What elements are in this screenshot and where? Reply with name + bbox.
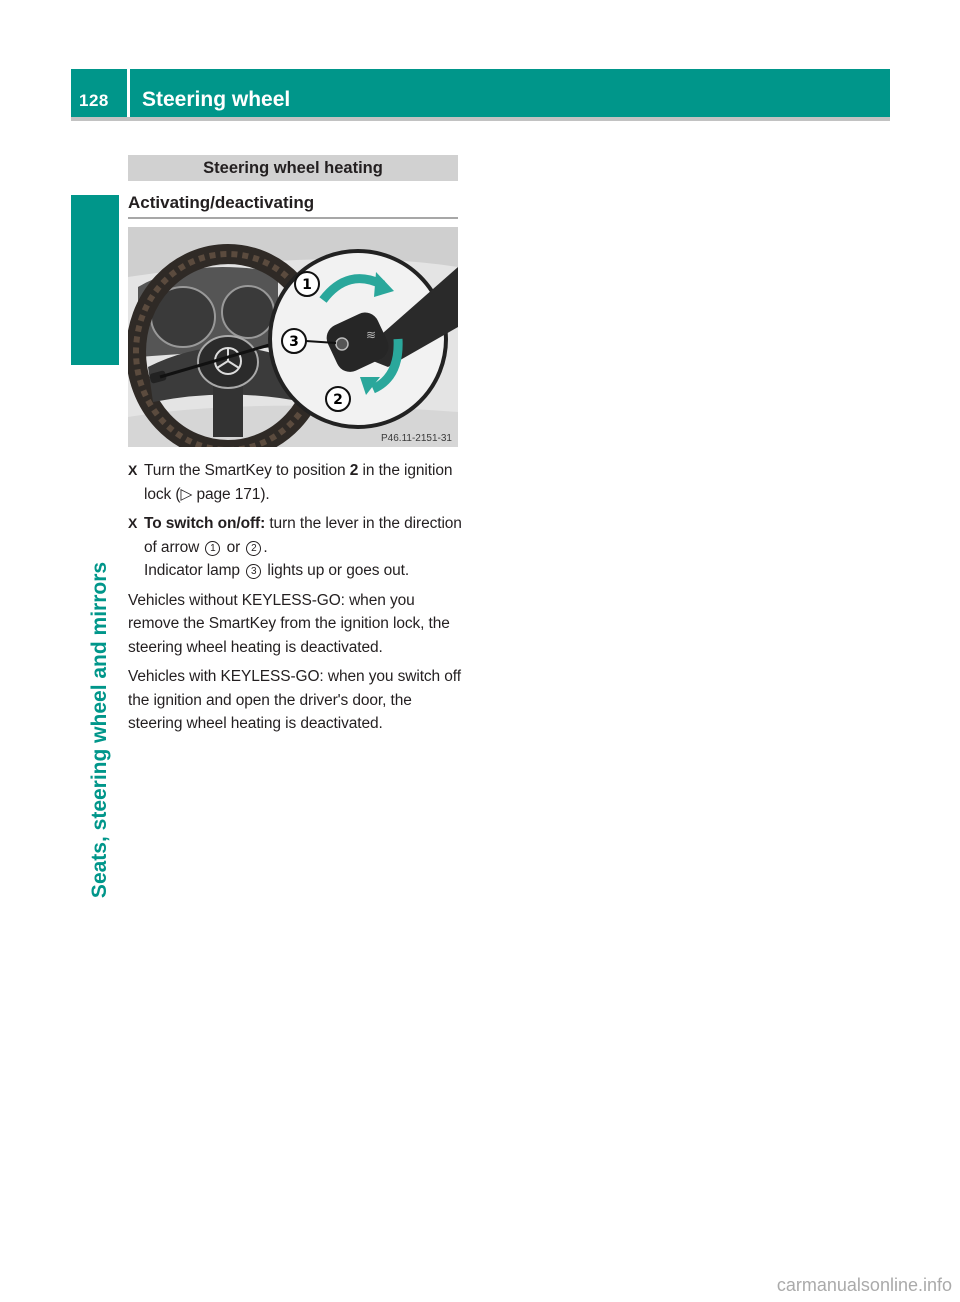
- instructions-text: [128, 459, 462, 742]
- step-1: X Turn the SmartKey to position 2 in the ignition lock (▷ page 171).: [128, 459, 462, 506]
- figure-code: P46.11-2151-31: [381, 433, 452, 444]
- paragraph-keyless-go-without: Vehicles without KEYLESS-GO: when you remove the SmartKey from the ignition lock, the steering wheel heating is deactivated.: [128, 591, 450, 656]
- callout-2-label: 2: [333, 392, 343, 408]
- sub-heading: Activating/deactivating: [128, 193, 458, 219]
- callout-1-label: 1: [302, 277, 312, 293]
- step-bullet-icon: X: [128, 462, 138, 478]
- page-header: [71, 69, 890, 121]
- page-reference-link[interactable]: page 171).: [192, 485, 270, 503]
- callout-3-label: 3: [289, 334, 299, 350]
- callout-2-ref: 2: [246, 541, 261, 556]
- side-tab-marker: [71, 195, 119, 365]
- paragraph-keyless-go-with: Vehicles with KEYLESS-GO: when you switch off the ignition and open the driver's door, the steering wheel heating is deactivated.: [128, 668, 461, 732]
- section-heading: Steering wheel heating: [128, 155, 458, 181]
- side-tab-label: Seats, steering wheel and mirrors: [88, 561, 111, 899]
- svg-text:≋: ≋: [366, 328, 377, 342]
- header-title: Steering wheel: [142, 88, 291, 111]
- step-2: X To switch on/off: turn the lever in the direction of arrow 1 or 2 . Indicator lamp 3 lights up or goes out.: [128, 512, 462, 583]
- page-ref-arrow-icon: ▷: [180, 485, 193, 503]
- callout-3-ref: 3: [246, 564, 261, 579]
- step-bullet-icon: X: [128, 515, 138, 531]
- steering-lever-figure: [128, 227, 458, 447]
- callout-1-ref: 1: [205, 541, 220, 556]
- page-number: 128: [79, 91, 109, 110]
- header-separator: [127, 69, 130, 117]
- steering-lever-illustration: [128, 227, 458, 447]
- watermark: carmanualsonline.info: [776, 1275, 952, 1295]
